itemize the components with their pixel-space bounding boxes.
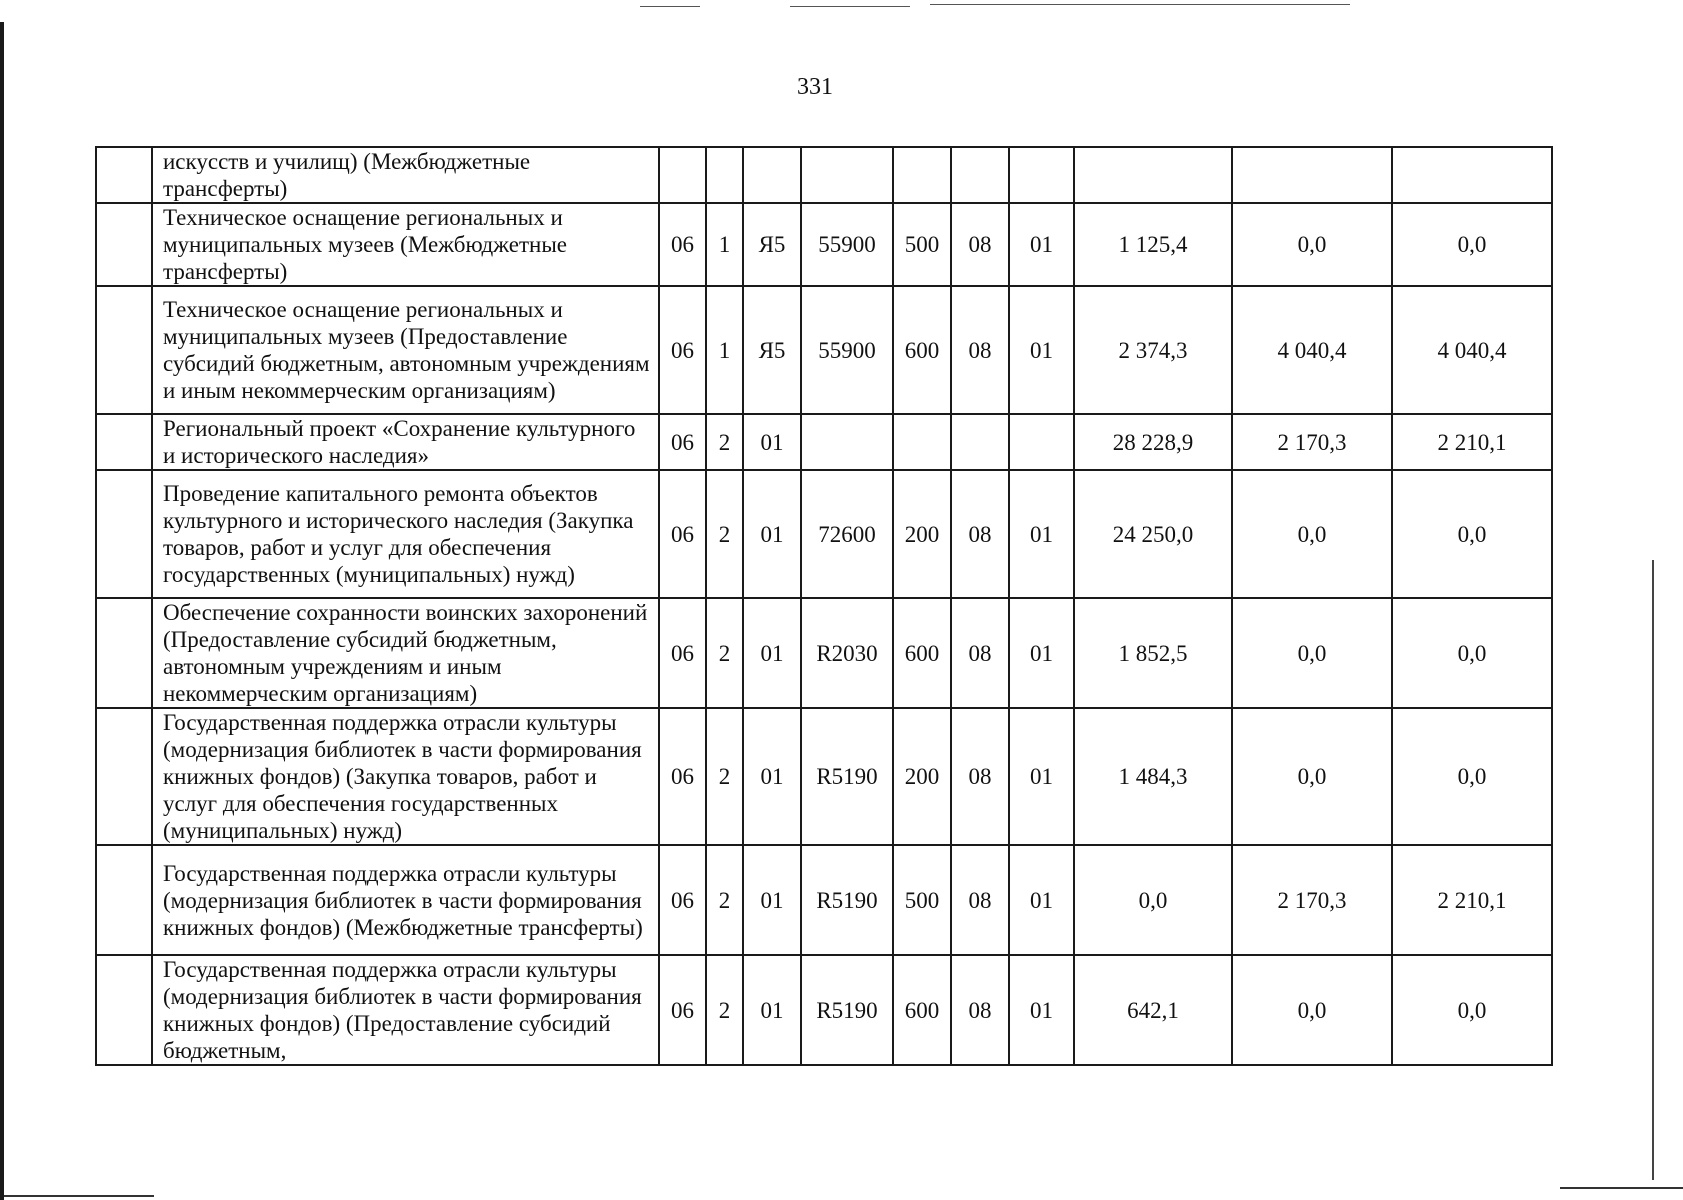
amount-cell-v3: 0,0: [1392, 598, 1552, 708]
code-cell-c5: 200: [893, 708, 951, 845]
code-cell-c2: [706, 147, 743, 203]
amount-cell-v3: 0,0: [1392, 470, 1552, 598]
amount-cell-v3: 0,0: [1392, 708, 1552, 845]
item-name-cell: Обеспечение сохранности воинских захоронений (Предоставление субсидий бюджетным, автономным учреждениям и иным некоммерческим организациям): [152, 598, 659, 708]
row-index-cell: [96, 286, 152, 414]
code-cell-c1: 06: [659, 708, 706, 845]
code-cell-c4: 55900: [801, 286, 893, 414]
code-cell-c2: 1: [706, 286, 743, 414]
code-cell-c7: 01: [1009, 955, 1074, 1065]
code-cell-c2: 1: [706, 203, 743, 286]
amount-cell-v1: 28 228,9: [1074, 414, 1232, 470]
amount-cell-v1: 2 374,3: [1074, 286, 1232, 414]
code-cell-c3: 01: [743, 598, 801, 708]
code-cell-c2: 2: [706, 708, 743, 845]
row-index-cell: [96, 414, 152, 470]
scan-artifact-line: [1652, 560, 1654, 1180]
item-name-cell: Проведение капитального ремонта объектов культурного и исторического наследия (Закупка товаров, работ и услуг для обеспечения государственных (муниципальных) нужд): [152, 470, 659, 598]
code-cell-c7: 01: [1009, 286, 1074, 414]
code-cell-c2: 2: [706, 955, 743, 1065]
row-index-cell: [96, 147, 152, 203]
code-cell-c6: 08: [951, 470, 1009, 598]
amount-cell-v2: 4 040,4: [1232, 286, 1392, 414]
item-name-cell: Государственная поддержка отрасли культуры (модернизация библиотек в части формирования книжных фондов) (Закупка товаров, работ и услуг для обеспечения государственных (муниципальных) нужд): [152, 708, 659, 845]
code-cell-c7: [1009, 147, 1074, 203]
scan-artifact-line: [790, 6, 910, 7]
table-row: [96, 955, 1552, 1065]
code-cell-c4: [801, 147, 893, 203]
code-cell-c6: [951, 147, 1009, 203]
row-index-cell: [96, 470, 152, 598]
amount-cell-v1: 642,1: [1074, 955, 1232, 1065]
item-name-cell: Региональный проект «Сохранение культурного и исторического наследия»: [152, 414, 659, 470]
row-index-cell: [96, 845, 152, 955]
table-row: [96, 286, 1552, 414]
code-cell-c3: [743, 147, 801, 203]
code-cell-c3: Я5: [743, 203, 801, 286]
budget-table: [95, 146, 1553, 1066]
code-cell-c5: 500: [893, 845, 951, 955]
code-cell-c7: 01: [1009, 470, 1074, 598]
code-cell-c2: 2: [706, 470, 743, 598]
scan-artifact-line: [930, 4, 1350, 5]
code-cell-c2: 2: [706, 414, 743, 470]
amount-cell-v2: 0,0: [1232, 955, 1392, 1065]
code-cell-c5: 200: [893, 470, 951, 598]
table-row: [96, 147, 1552, 203]
code-cell-c1: 06: [659, 286, 706, 414]
code-cell-c3: 01: [743, 708, 801, 845]
code-cell-c1: [659, 147, 706, 203]
amount-cell-v1: 1 852,5: [1074, 598, 1232, 708]
code-cell-c7: 01: [1009, 598, 1074, 708]
code-cell-c5: 500: [893, 203, 951, 286]
row-index-cell: [96, 598, 152, 708]
amount-cell-v2: 2 170,3: [1232, 845, 1392, 955]
code-cell-c7: 01: [1009, 203, 1074, 286]
scan-artifact-line: [4, 1195, 154, 1197]
code-cell-c2: 2: [706, 845, 743, 955]
code-cell-c1: 06: [659, 470, 706, 598]
code-cell-c6: 08: [951, 598, 1009, 708]
scan-artifact-line: [640, 6, 700, 7]
table-row: [96, 598, 1552, 708]
code-cell-c1: 06: [659, 598, 706, 708]
code-cell-c6: 08: [951, 955, 1009, 1065]
code-cell-c4: R2030: [801, 598, 893, 708]
code-cell-c5: [893, 414, 951, 470]
item-name-cell: искусств и училищ) (Межбюджетные трансферты): [152, 147, 659, 203]
code-cell-c3: 01: [743, 845, 801, 955]
item-name-cell: Государственная поддержка отрасли культуры (модернизация библиотек в части формирования книжных фондов) (Предоставление субсидий бюджетным,: [152, 955, 659, 1065]
code-cell-c6: 08: [951, 203, 1009, 286]
amount-cell-v3: 2 210,1: [1392, 414, 1552, 470]
code-cell-c5: [893, 147, 951, 203]
scan-edge-left: [0, 22, 4, 1200]
code-cell-c3: 01: [743, 955, 801, 1065]
amount-cell-v2: 0,0: [1232, 708, 1392, 845]
code-cell-c3: Я5: [743, 286, 801, 414]
code-cell-c4: R5190: [801, 845, 893, 955]
item-name-cell: Техническое оснащение региональных и муниципальных музеев (Межбюджетные трансферты): [152, 203, 659, 286]
row-index-cell: [96, 708, 152, 845]
amount-cell-v2: 0,0: [1232, 470, 1392, 598]
amount-cell-v3: 0,0: [1392, 203, 1552, 286]
code-cell-c1: 06: [659, 845, 706, 955]
code-cell-c2: 2: [706, 598, 743, 708]
amount-cell-v1: [1074, 147, 1232, 203]
item-name-cell: Государственная поддержка отрасли культуры (модернизация библиотек в части формирования книжных фондов) (Межбюджетные трансферты): [152, 845, 659, 955]
page-number: 331: [797, 74, 833, 100]
amount-cell-v1: 1 125,4: [1074, 203, 1232, 286]
table-row: [96, 708, 1552, 845]
row-index-cell: [96, 955, 152, 1065]
code-cell-c7: [1009, 414, 1074, 470]
amount-cell-v2: 0,0: [1232, 203, 1392, 286]
scan-artifact-line: [1560, 1187, 1683, 1189]
amount-cell-v1: 0,0: [1074, 845, 1232, 955]
code-cell-c4: R5190: [801, 955, 893, 1065]
table-row: [96, 203, 1552, 286]
code-cell-c1: 06: [659, 203, 706, 286]
amount-cell-v1: 1 484,3: [1074, 708, 1232, 845]
amount-cell-v1: 24 250,0: [1074, 470, 1232, 598]
code-cell-c6: 08: [951, 708, 1009, 845]
amount-cell-v2: 0,0: [1232, 598, 1392, 708]
code-cell-c6: 08: [951, 845, 1009, 955]
code-cell-c5: 600: [893, 286, 951, 414]
code-cell-c5: 600: [893, 598, 951, 708]
amount-cell-v3: 2 210,1: [1392, 845, 1552, 955]
code-cell-c5: 600: [893, 955, 951, 1065]
code-cell-c1: 06: [659, 955, 706, 1065]
amount-cell-v3: 0,0: [1392, 955, 1552, 1065]
code-cell-c4: 55900: [801, 203, 893, 286]
table-row: [96, 470, 1552, 598]
code-cell-c7: 01: [1009, 845, 1074, 955]
code-cell-c4: 72600: [801, 470, 893, 598]
code-cell-c6: 08: [951, 286, 1009, 414]
code-cell-c1: 06: [659, 414, 706, 470]
table-row: [96, 845, 1552, 955]
amount-cell-v3: [1392, 147, 1552, 203]
code-cell-c3: 01: [743, 414, 801, 470]
code-cell-c6: [951, 414, 1009, 470]
amount-cell-v2: [1232, 147, 1392, 203]
row-index-cell: [96, 203, 152, 286]
amount-cell-v2: 2 170,3: [1232, 414, 1392, 470]
table-row: [96, 414, 1552, 470]
code-cell-c3: 01: [743, 470, 801, 598]
amount-cell-v3: 4 040,4: [1392, 286, 1552, 414]
item-name-cell: Техническое оснащение региональных и муниципальных музеев (Предоставление субсидий бюджетным, автономным учреждениям и иным некоммерческим организациям): [152, 286, 659, 414]
code-cell-c4: R5190: [801, 708, 893, 845]
code-cell-c7: 01: [1009, 708, 1074, 845]
code-cell-c4: [801, 414, 893, 470]
